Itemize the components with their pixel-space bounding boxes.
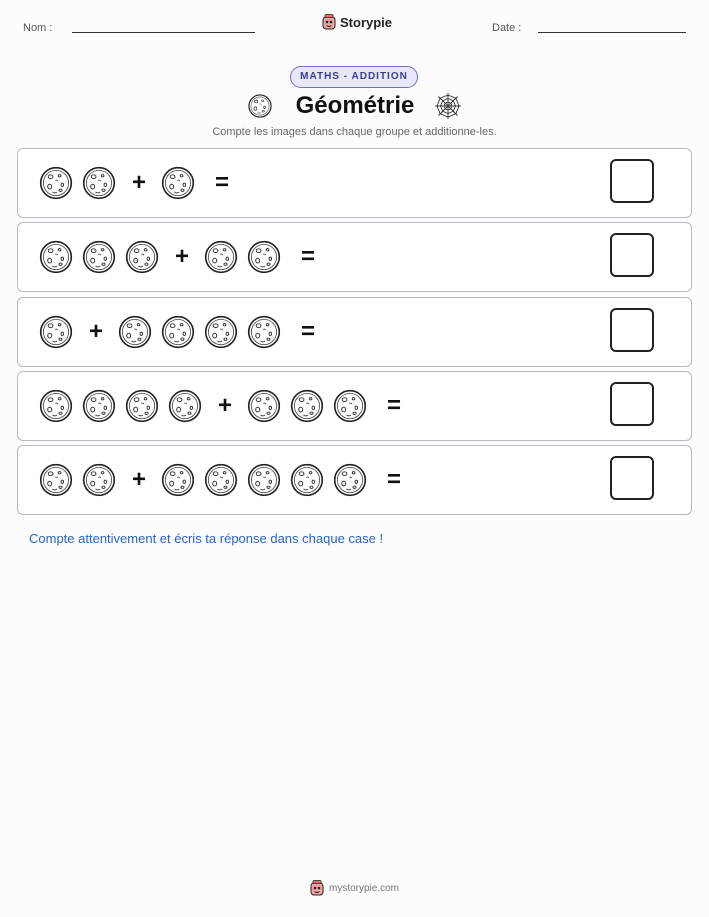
equals-sign: = xyxy=(214,169,229,196)
problem-items xyxy=(38,223,323,291)
brand xyxy=(322,14,392,30)
moon-icon xyxy=(246,314,282,350)
problem-row xyxy=(17,297,692,367)
moon-icon xyxy=(124,388,160,424)
moon-icon xyxy=(247,93,273,119)
instructions-subtitle: Compte les images dans chaque groupe et additionne-les. xyxy=(212,126,497,138)
moon-icon xyxy=(332,388,368,424)
moon-icon xyxy=(160,462,196,498)
category-badge: MATHS - ADDITION xyxy=(290,66,418,88)
problem-row xyxy=(17,371,692,441)
answer-box[interactable] xyxy=(610,382,654,426)
plus-sign: + xyxy=(217,392,232,419)
moon-icon xyxy=(38,388,74,424)
answer-box[interactable] xyxy=(610,233,654,277)
moon-icon xyxy=(167,388,203,424)
problem-items xyxy=(38,372,409,440)
moon-icon xyxy=(124,239,160,275)
storypie-logo-icon xyxy=(310,880,324,896)
problem-items xyxy=(38,149,237,217)
brand-name: Storypie xyxy=(340,14,393,30)
worksheet-header xyxy=(0,0,709,50)
answer-box[interactable] xyxy=(610,308,654,352)
moon-icon xyxy=(332,462,368,498)
instruction-note: Compte attentivement et écris ta réponse dans chaque case ! xyxy=(29,531,384,546)
moon-icon xyxy=(246,239,282,275)
moon-icon xyxy=(203,239,239,275)
storypie-logo-icon xyxy=(322,14,336,30)
name-label: Nom : xyxy=(23,22,53,34)
plus-sign: + xyxy=(131,169,146,196)
equals-sign: = xyxy=(386,466,401,493)
title-row xyxy=(0,90,709,124)
equals-sign: = xyxy=(386,392,401,419)
moon-icon xyxy=(81,462,117,498)
moon-icon xyxy=(203,314,239,350)
answer-box[interactable] xyxy=(610,456,654,500)
moon-icon xyxy=(246,462,282,498)
moon-icon xyxy=(160,165,196,201)
plus-sign: + xyxy=(174,243,189,270)
moon-icon xyxy=(289,388,325,424)
problem-row xyxy=(17,148,692,218)
moon-icon xyxy=(38,165,74,201)
plus-sign: + xyxy=(131,466,146,493)
problem-items xyxy=(38,446,409,514)
moon-icon xyxy=(289,462,325,498)
moon-icon xyxy=(38,239,74,275)
moon-icon xyxy=(81,388,117,424)
plus-sign: + xyxy=(88,318,103,345)
problem-row xyxy=(17,445,692,515)
moon-icon xyxy=(117,314,153,350)
footer xyxy=(0,880,709,896)
moon-icon xyxy=(81,165,117,201)
equals-sign: = xyxy=(300,243,315,270)
moon-icon xyxy=(38,314,74,350)
moon-icon xyxy=(203,462,239,498)
moon-icon xyxy=(160,314,196,350)
moon-icon xyxy=(38,462,74,498)
page-title: Géométrie xyxy=(295,92,415,119)
moon-icon xyxy=(246,388,282,424)
date-label: Date : xyxy=(492,22,522,34)
answer-box[interactable] xyxy=(610,159,654,203)
footer-site: mystorypie.com xyxy=(328,882,399,894)
equals-sign: = xyxy=(300,318,315,345)
spiderweb-icon xyxy=(434,92,462,120)
problem-row xyxy=(17,222,692,292)
name-line xyxy=(72,32,255,33)
problem-items xyxy=(38,298,323,366)
date-line xyxy=(538,32,686,33)
moon-icon xyxy=(81,239,117,275)
